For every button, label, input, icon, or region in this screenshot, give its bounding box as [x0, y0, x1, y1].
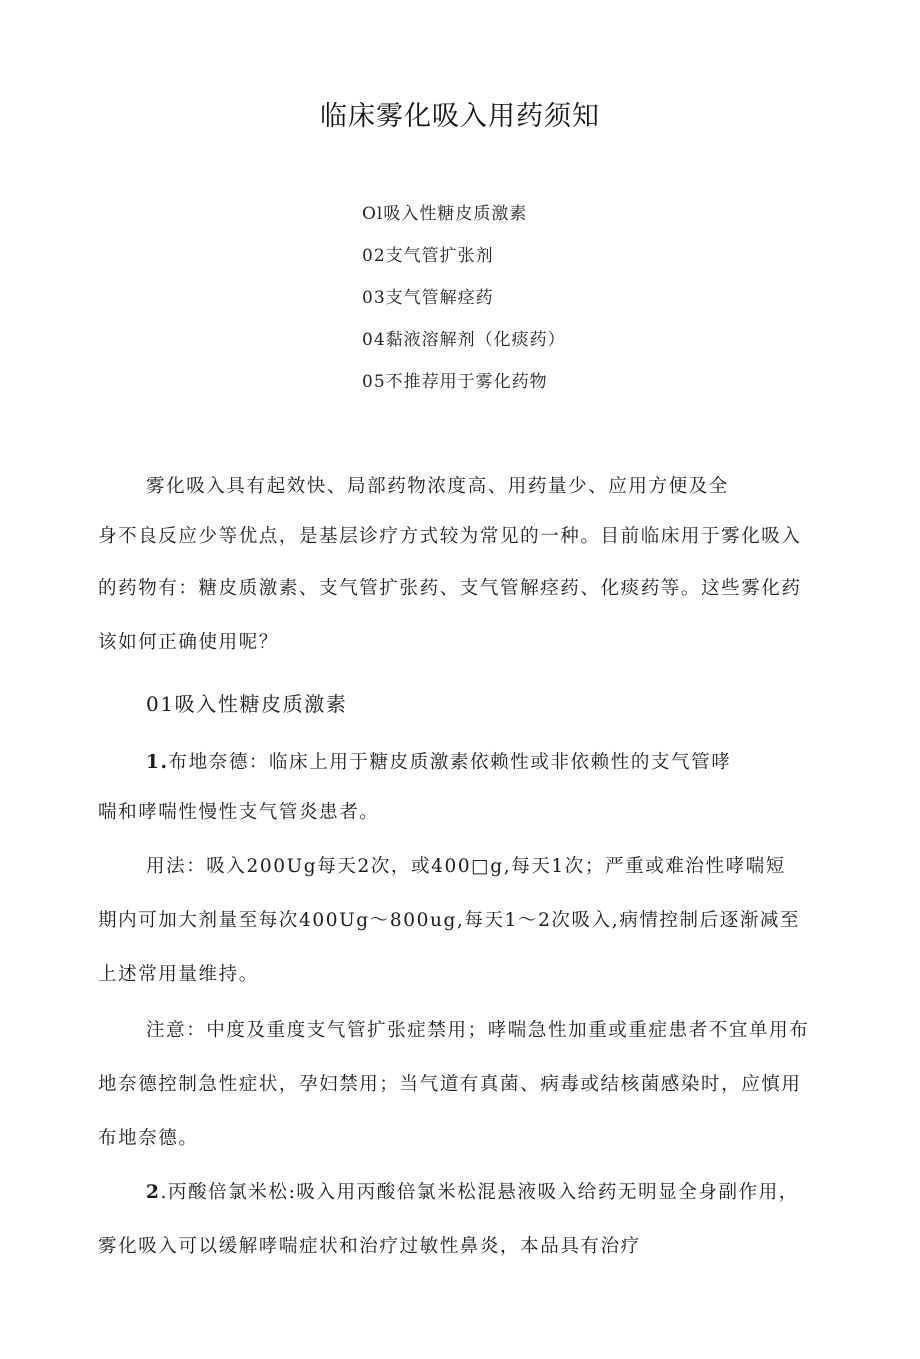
item-text: .丙酸倍氯米松:吸入用丙酸倍氯米松混悬液吸入给药无明显全身副作用，: [160, 1182, 799, 1203]
toc-item: 03支气管解痉药: [362, 288, 494, 308]
usage-line: 上述常用量维持。: [98, 964, 259, 985]
intro-line: 的药物有：糖皮质激素、支气管扩张药、支气管解痉药、化痰药等。这些雾化药: [98, 578, 802, 599]
item-line: [146, 1178, 799, 1204]
item-line: 雾化吸入可以缓解哮喘症状和治疗过敏性鼻炎，本品具有治疗: [98, 1236, 641, 1257]
toc-item: 05不推荐用于雾化药物: [362, 372, 548, 392]
usage-line: 期内可加大剂量至每次400Ug～800ug,每天1～2次吸入,病情控制后逐渐减至: [98, 910, 801, 931]
intro-line: 该如何正确使用呢？: [98, 632, 279, 653]
table-of-contents: [362, 200, 566, 410]
toc-item: 04黏液溶解剂（化痰药）: [362, 330, 566, 350]
section-heading: 01吸入性糖皮质激素: [146, 692, 348, 716]
item-number: 1.: [146, 752, 169, 773]
item-text: 布地奈德：临床上用于糖皮质激素依赖性或非依赖性的支气管哮: [168, 752, 732, 773]
note-line: 地奈德控制急性症状，孕妇禁用；当气道有真菌、病毒或结核菌感染时，应慎用: [98, 1074, 802, 1095]
note-line: 注意：中度及重度支气管扩张症禁用；哮喘急性加重或重症患者不宜单用布: [146, 1020, 810, 1041]
item-line: [146, 748, 731, 774]
toc-item: 02支气管扩张剂: [362, 246, 494, 266]
toc-item: Ol吸入性糖皮质激素: [362, 204, 528, 224]
intro-line: 身不良反应少等优点，是基层诊疗方式较为常见的一种。目前临床用于雾化吸入: [98, 526, 802, 547]
item-number: 2: [146, 1182, 161, 1203]
page-title: 临床雾化吸入用药须知: [320, 101, 600, 132]
usage-line: 用法：吸入200Ug每天2次，或400□g,每天1次；严重或难治性哮喘短: [146, 856, 786, 877]
note-line: 布地奈德。: [98, 1128, 199, 1149]
intro-line: 雾化吸入具有起效快、局部药物浓度高、用药量少、应用方便及全: [146, 476, 729, 497]
item-line: 喘和哮喘性慢性支气管炎患者。: [98, 802, 380, 823]
